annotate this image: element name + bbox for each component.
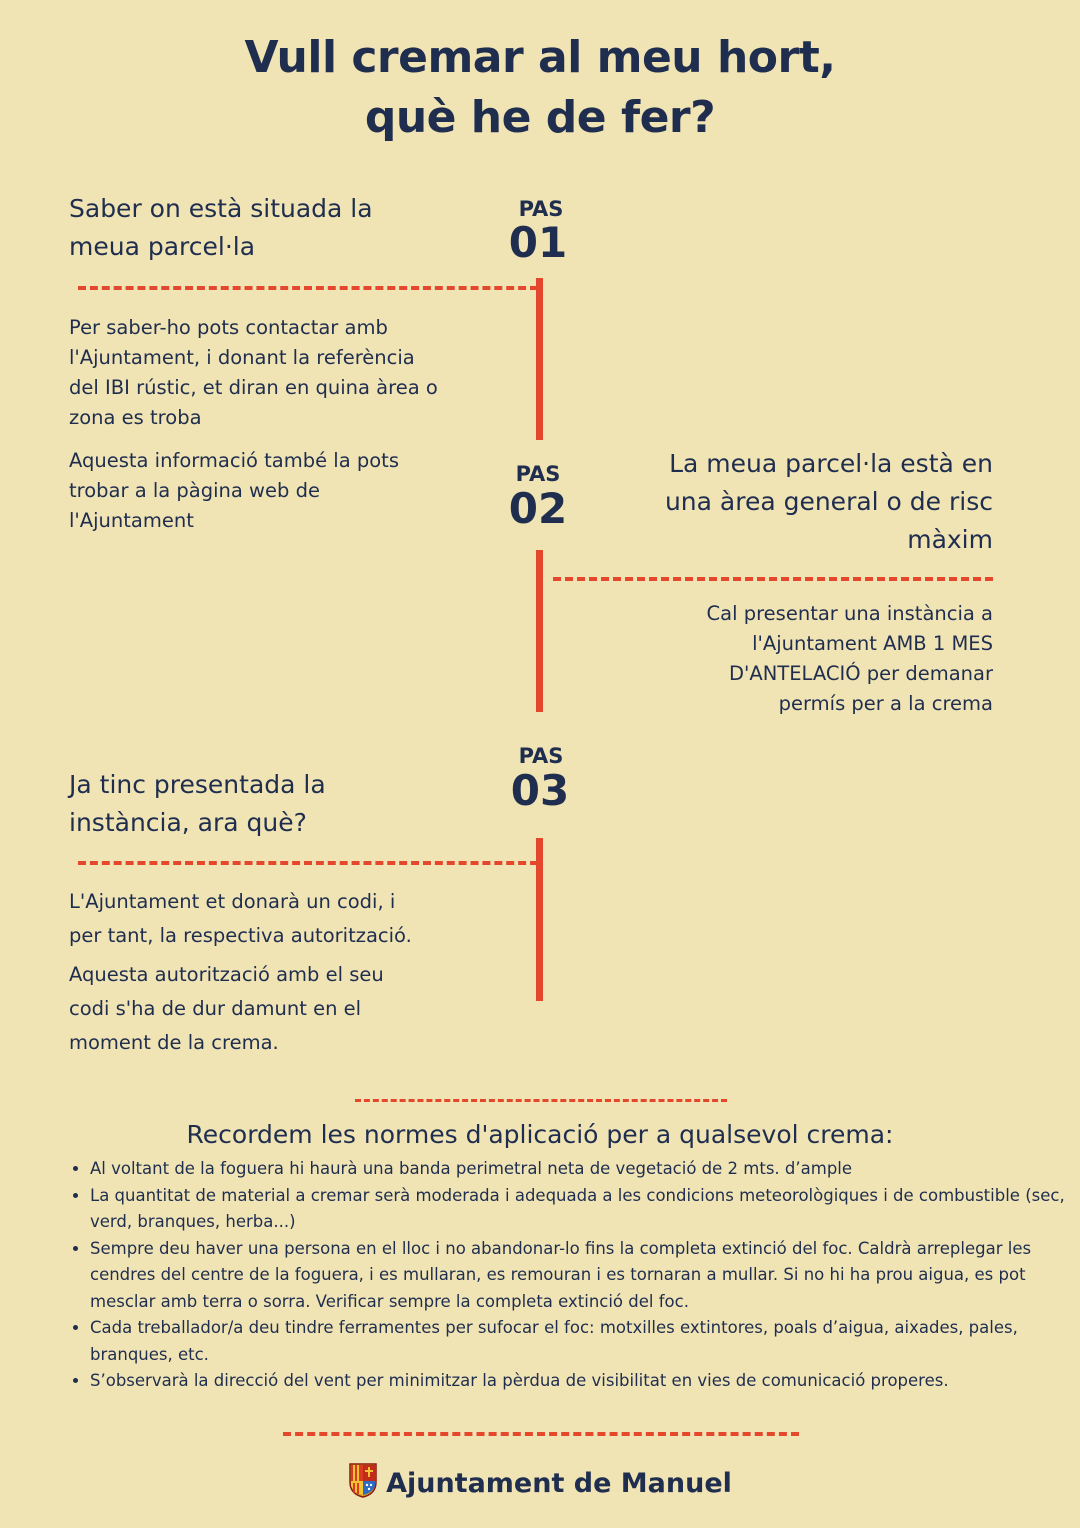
- step-1-number: 01: [508, 218, 568, 267]
- step-2-paragraph-1: [593, 599, 993, 719]
- text-line: moment de la crema.: [69, 1031, 279, 1054]
- rule-item: • Sempre deu haver una persona en el lloc i no abandonar-lo fins la completa extinció del foc. Caldrà arreplegar les cendres del centre de la foguera, i es mullaran, es remouran i es tornaran a mullar. Si no hi ha prou aigua, es pot mesclar amb terra o sorra. Verificar sempre la completa extinció del foc.: [90, 1236, 1080, 1316]
- text-line: Cal presentar una instància a: [706, 602, 993, 625]
- rule-item: • La quantitat de material a cremar serà moderada i adequada a les condicions meteorològiques i de combustible (sec, verd, branques, herba...): [90, 1183, 1080, 1236]
- text-line: l'Ajuntament: [69, 509, 194, 532]
- step-2-timeline-line: [536, 550, 543, 712]
- text-line: del IBI rústic, et diran en quina àrea o: [69, 376, 438, 399]
- step-2-pas-label: PAS: [515, 462, 561, 486]
- rules-list: [66, 1156, 1080, 1395]
- text-line: L'Ajuntament et donarà un codi, i: [69, 890, 396, 913]
- page-title-line-1: Vull cremar al meu hort,: [244, 32, 836, 83]
- step-3-paragraph-1: [69, 885, 489, 953]
- step-1-question-line: meua parcel·la: [69, 232, 256, 261]
- step-3-divider: [78, 861, 538, 865]
- rule-item: • S’observarà la direcció del vent per minimitzar la pèrdua de visibilitat en vies de comunicació properes.: [90, 1368, 1080, 1395]
- step-3-timeline-line: [536, 838, 543, 1001]
- page-title: [0, 28, 1080, 148]
- step-2-divider: [553, 577, 993, 581]
- text-line: Aquesta informació també la pots: [69, 449, 399, 472]
- step-3-question-line: instància, ara què?: [69, 808, 307, 837]
- step-1-paragraph-1: [69, 313, 499, 433]
- text-line: l'Ajuntament AMB 1 MES: [752, 632, 993, 655]
- text-line: D'ANTELACIÓ per demanar: [729, 662, 993, 685]
- footer-org-name: Ajuntament de Manuel: [386, 1468, 732, 1499]
- text-line: trobar a la pàgina web de: [69, 479, 320, 502]
- step-3-number: 03: [510, 766, 570, 815]
- step-1-timeline-line: [536, 278, 543, 440]
- step-2-question-line: màxim: [907, 525, 993, 554]
- municipal-crest-icon: [348, 1462, 378, 1505]
- step-1-divider: [78, 286, 538, 290]
- text-line: per tant, la respectiva autorització.: [69, 924, 412, 947]
- step-2-question-line: una àrea general o de risc: [664, 487, 993, 516]
- rules-top-divider: [355, 1099, 727, 1102]
- step-3-pas-label: PAS: [518, 744, 564, 768]
- text-line: zona es troba: [69, 406, 202, 429]
- footer: [0, 1462, 1080, 1505]
- step-2-number: 02: [508, 484, 568, 533]
- step-1-question-line: Saber on està situada la: [69, 194, 373, 223]
- text-line: Per saber-ho pots contactar amb: [69, 316, 388, 339]
- step-1-question: [69, 190, 373, 266]
- step-2-question: [665, 445, 993, 559]
- page-title-line-2: què he de fer?: [364, 92, 716, 143]
- rule-item: • Cada treballador/a deu tindre ferramentes per sufocar el foc: motxilles extintores, poals d’aigua, aixades, pales, branques, etc.: [90, 1315, 1080, 1368]
- rules-title: Recordem les normes d'aplicació per a qualsevol crema:: [186, 1120, 894, 1149]
- text-line: Aquesta autorització amb el seu: [69, 963, 384, 986]
- step-1-pas-label: PAS: [518, 197, 564, 221]
- text-line: permís per a la crema: [778, 692, 993, 715]
- step-1-paragraph-2: [69, 446, 489, 536]
- footer-divider: [283, 1432, 799, 1436]
- step-3-question-line: Ja tinc presentada la: [69, 770, 326, 799]
- text-line: l'Ajuntament, i donant la referència: [69, 346, 415, 369]
- step-2-question-line: La meua parcel·la està en: [669, 449, 993, 478]
- text-line: codi s'ha de dur damunt en el: [69, 997, 362, 1020]
- step-3-paragraph-2: [69, 958, 489, 1060]
- rule-item: • Al voltant de la foguera hi haurà una banda perimetral neta de vegetació de 2 mts. d’ample: [90, 1156, 1080, 1183]
- step-3-question: [69, 766, 326, 842]
